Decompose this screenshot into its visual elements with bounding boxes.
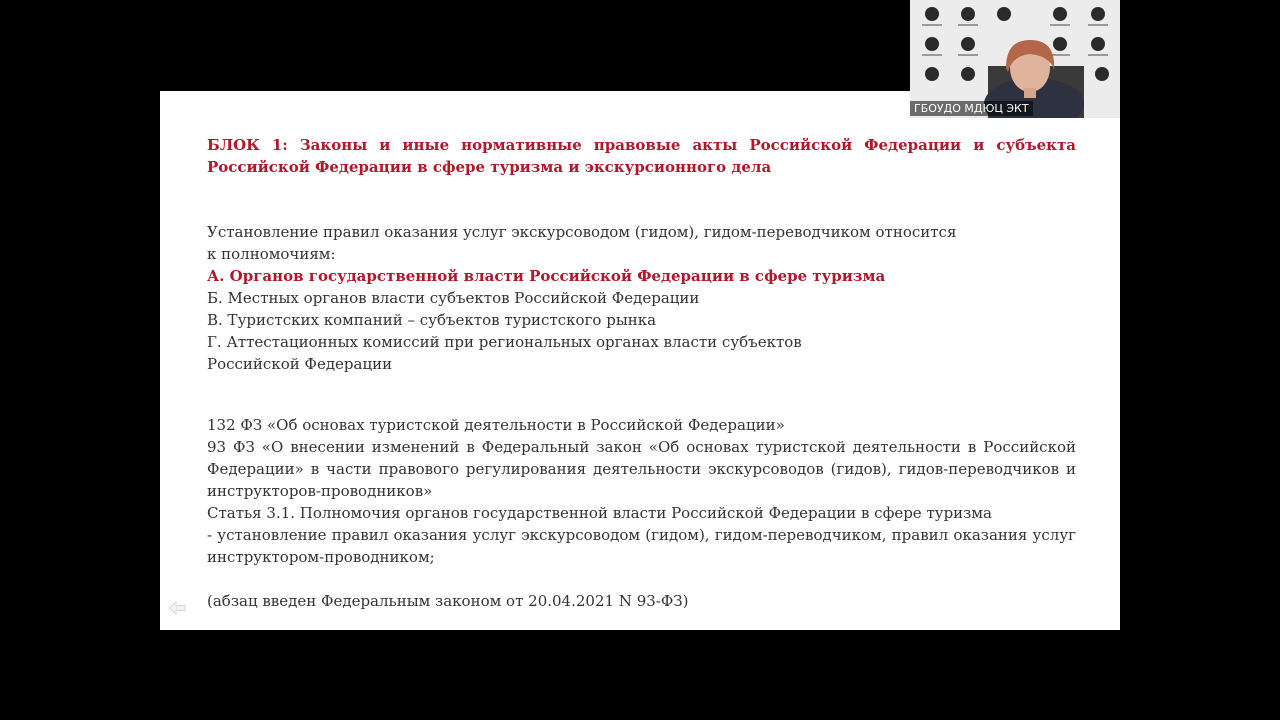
- answer-d-continuation: Российской Федерации: [207, 355, 393, 373]
- answer-d: Г. Аттестационных комиссий при региональных органах власти субъектов: [207, 333, 802, 351]
- answer-b: Б. Местных органов власти субъектов Российской Федерации: [207, 289, 700, 307]
- article-3-1: Статья 3.1. Полномочия органов государственной власти Российской Федерации в сфере туризма: [207, 504, 992, 522]
- laws-block: [207, 414, 1076, 612]
- question-text-line-1: Установление правил оказания услуг экскурсоводом (гидом), гидом-переводчиком относится: [207, 223, 957, 241]
- slide-heading: БЛОК 1: Законы и иные нормативные правовые акты Российской Федерации и субъекта Российской Федерации в сфере туризма и экскурсионного дела: [207, 136, 1076, 176]
- law-132-fz: 132 ФЗ «Об основах туристской деятельности в Российской Федерации»: [207, 416, 785, 434]
- amendment-note: (абзац введен Федеральным законом от 20.04.2021 N 93-ФЗ): [207, 592, 689, 610]
- law-93-fz: 93 ФЗ «О внесении изменений в Федеральный закон «Об основах туристской деятельности в Российской Федерации» в части правового регулирования деятельности экскурсоводов (гидов), гидов-переводчиков и инструкторов-проводников»: [207, 438, 1076, 500]
- answer-a: А. Органов государственной власти Российской Федерации в сфере туризма: [207, 267, 886, 285]
- answer-c: В. Туристских компаний – субъектов туристского рынка: [207, 311, 657, 329]
- previous-slide-arrow-icon[interactable]: [168, 601, 186, 615]
- question-block: [207, 221, 1076, 375]
- webcam-participant-label: ГБОУДО МДЮЦ ЭКТ: [910, 101, 1033, 116]
- presentation-slide: [160, 91, 1120, 630]
- question-text-line-2: к полномочиям:: [207, 245, 336, 263]
- article-3-1-clause: - установление правил оказания услуг экскурсоводом (гидом), гидом-переводчиком, правил оказания услуг инструктором-проводником;: [207, 526, 1076, 566]
- webcam-tile: [910, 0, 1120, 118]
